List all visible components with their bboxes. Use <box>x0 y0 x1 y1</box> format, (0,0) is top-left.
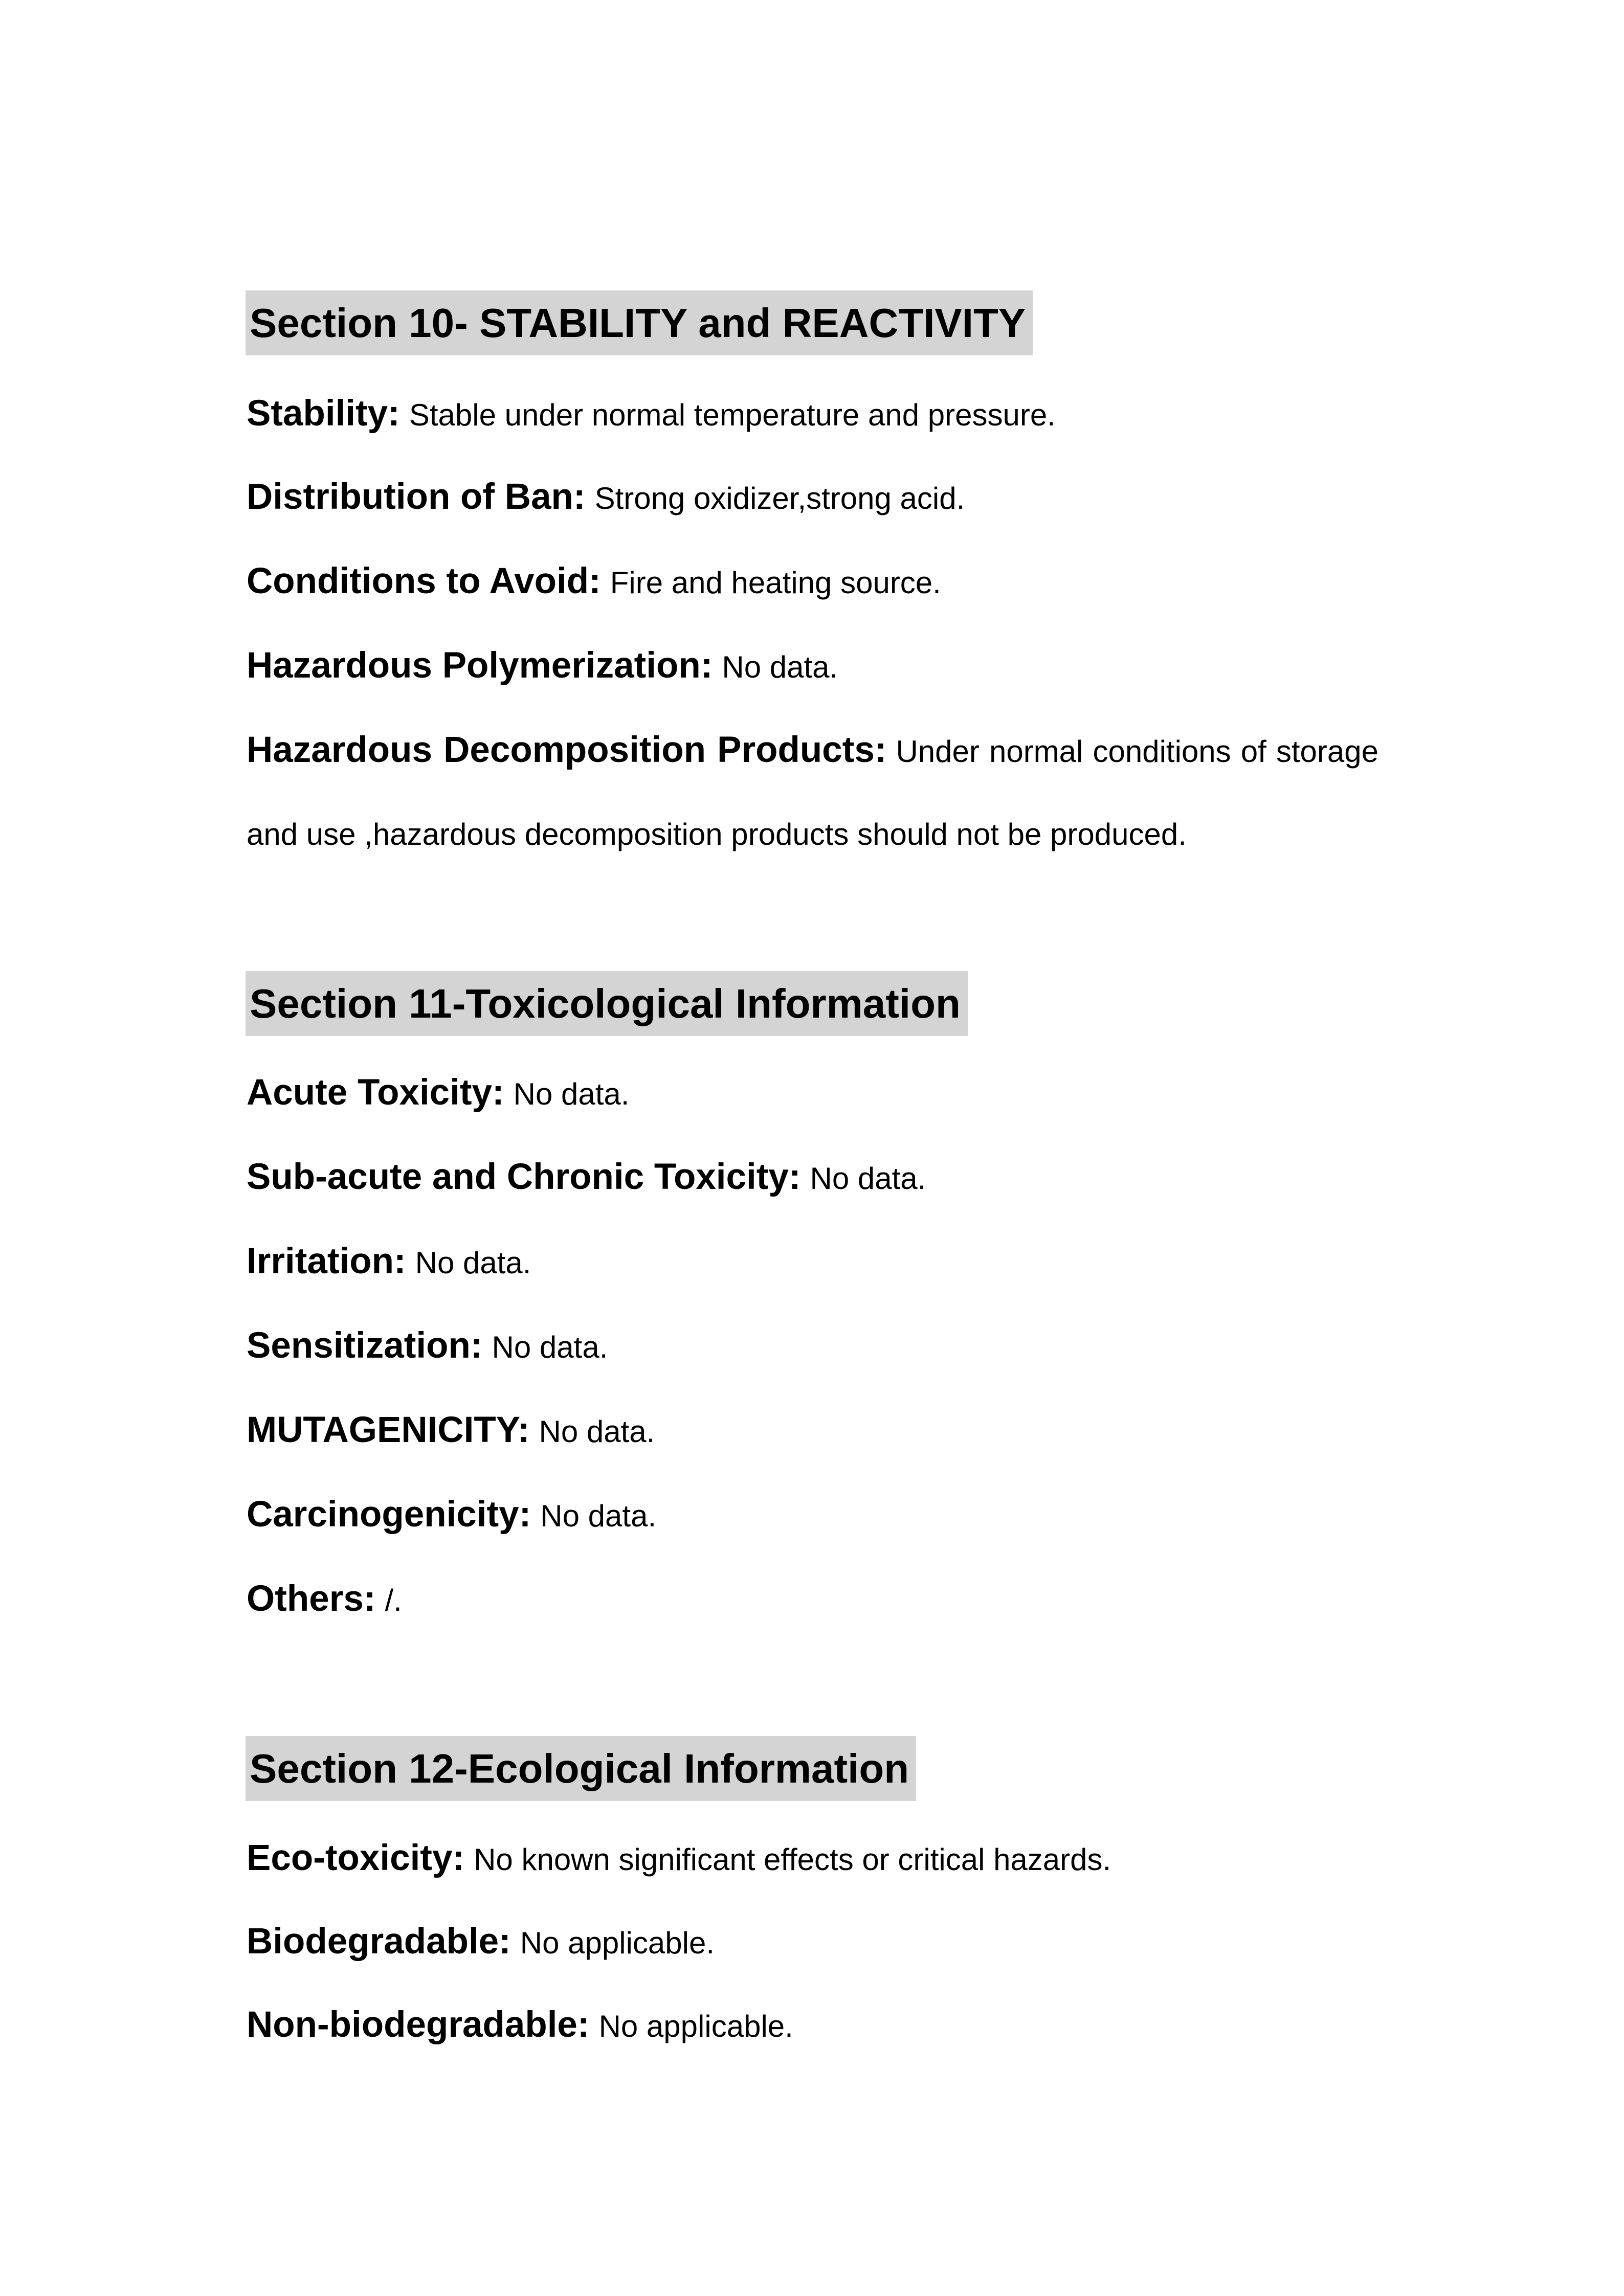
field-row <box>247 1233 1378 1291</box>
field-row <box>247 1830 1378 1888</box>
field-label: Carcinogenicity: <box>247 1494 531 1535</box>
field-row <box>247 708 1378 792</box>
field-value: Fire and heating source. <box>610 566 941 600</box>
field-row <box>247 1487 1378 1544</box>
field-value: No data. <box>540 1499 657 1533</box>
field-label: MUTAGENICITY: <box>247 1410 530 1450</box>
section-heading: Section 11-Toxicological Information <box>246 971 968 1036</box>
field-label: Eco-toxicity: <box>247 1838 465 1878</box>
field-value: Strong oxidizer,strong acid. <box>594 481 965 515</box>
field-value: No data. <box>492 1330 608 1364</box>
field-value: No data. <box>415 1246 531 1280</box>
field-value: Under normal conditions of storage <box>896 734 1378 769</box>
field-value: No data. <box>513 1077 630 1111</box>
field-value: No data. <box>722 650 838 684</box>
field-row <box>247 638 1378 695</box>
field-label: Others: <box>247 1579 376 1619</box>
section-heading: Section 10- STABILITY and REACTIVITY <box>246 290 1033 355</box>
field-value: No applicable. <box>520 1926 715 1960</box>
field-value: No known significant effects or critical hazards. <box>474 1842 1111 1877</box>
field-value-continuation <box>247 806 1378 863</box>
field-row <box>247 386 1378 443</box>
field-row <box>247 1402 1378 1460</box>
field-row <box>247 1571 1378 1629</box>
field-value: No data. <box>539 1414 655 1449</box>
field-label: Acute Toxicity: <box>247 1072 504 1113</box>
section-heading: Section 12-Ecological Information <box>246 1736 916 1801</box>
field-value: No applicable. <box>598 2009 793 2043</box>
field-row <box>247 1997 1378 2055</box>
field-label: Non-biodegradable: <box>247 2005 590 2045</box>
field-label: Conditions to Avoid: <box>247 561 601 601</box>
field-label: Sub-acute and Chronic Toxicity: <box>247 1157 801 1197</box>
field-row <box>247 553 1378 611</box>
field-value: No data. <box>810 1161 926 1196</box>
field-row <box>247 1914 1378 1971</box>
field-row <box>247 1318 1378 1376</box>
field-label: Irritation: <box>247 1241 406 1281</box>
field-label: Sensitization: <box>247 1325 483 1366</box>
field-label: Biodegradable: <box>247 1921 511 1962</box>
field-row <box>247 1065 1378 1122</box>
field-value: and use ,hazardous decomposition products should not be produced. <box>247 817 1187 851</box>
field-value: Stable under normal temperature and pressure. <box>409 398 1056 432</box>
field-label: Hazardous Decomposition Products: <box>247 730 887 770</box>
field-row <box>247 1149 1378 1207</box>
field-row <box>247 469 1378 527</box>
field-value: /. <box>385 1583 402 1617</box>
field-label: Stability: <box>247 393 400 434</box>
field-label: Distribution of Ban: <box>247 477 586 517</box>
field-label: Hazardous Polymerization: <box>247 645 713 686</box>
